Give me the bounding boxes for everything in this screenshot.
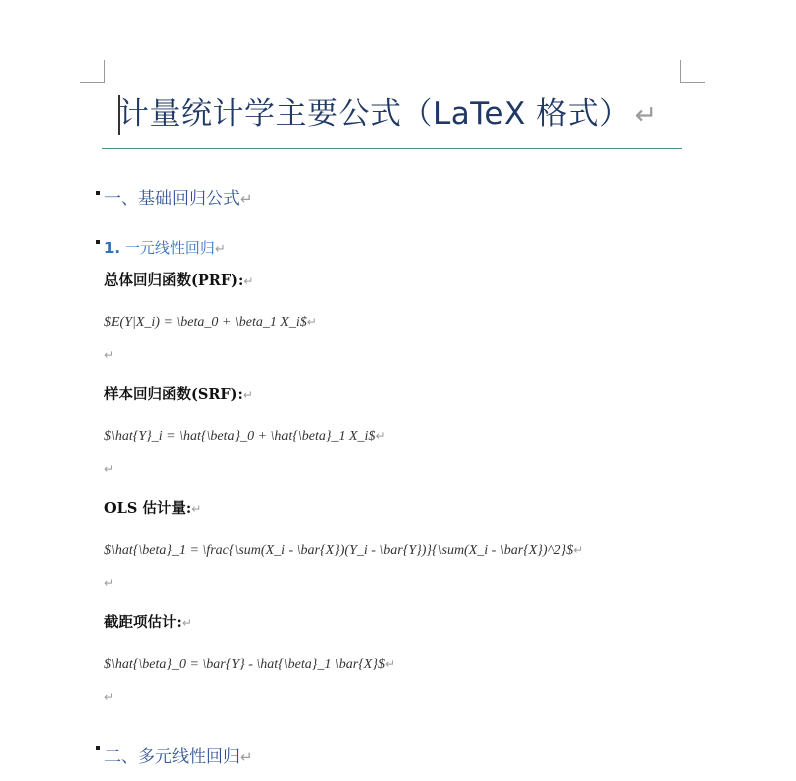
empty-paragraph[interactable]: ↵ [104, 690, 115, 704]
formula-label-prf[interactable] [104, 271, 253, 291]
paragraph-mark-icon: ↵ [306, 315, 317, 329]
paragraph-mark-icon: ↵ [240, 748, 253, 766]
paragraph-mark-icon: ↵ [243, 274, 254, 288]
formula-text: $\hat{\beta}_0 = \bar{Y} - \hat{\beta}_1 \bar{X}$ [104, 657, 385, 672]
formula-label-text: 截距项估计: [104, 614, 182, 631]
formula-text: $E(Y|X_i) = \beta_0 + \beta_1 X_i$ [104, 315, 307, 330]
paragraph-mark-icon: ↵ [214, 242, 226, 257]
formula-label-text: 样本回归函数(SRF): [104, 386, 243, 403]
heading-list-marker [96, 191, 100, 195]
formula-label-ols[interactable] [104, 499, 201, 519]
formula-label-intercept[interactable] [104, 613, 192, 633]
top-right-margin-mark [680, 60, 705, 83]
empty-paragraph[interactable]: ↵ [104, 576, 115, 590]
section-heading-basic-regression[interactable] [104, 187, 253, 211]
formula-text: $\hat{Y}_i = \hat{\beta}_0 + \hat{\beta}_1 X_i$ [104, 429, 376, 444]
subsection-heading-simple-regression[interactable] [104, 237, 226, 261]
paragraph-mark-icon: ↵ [573, 543, 584, 557]
formula-srf[interactable] [104, 426, 386, 447]
top-left-margin-mark [80, 60, 105, 83]
paragraph-mark-icon: ↵ [240, 190, 253, 208]
subsection-number: 1. [104, 239, 121, 257]
section-heading-text: 二、多元线性回归 [104, 747, 240, 767]
paragraph-mark-icon: ↵ [242, 388, 253, 402]
paragraph-mark-icon: ↵ [634, 100, 658, 131]
paragraph-mark-icon: ↵ [384, 657, 396, 671]
formula-label-srf[interactable] [104, 385, 253, 405]
empty-paragraph[interactable]: ↵ [104, 462, 115, 476]
formula-intercept[interactable] [104, 654, 395, 675]
paragraph-mark-icon: ↵ [181, 616, 192, 630]
formula-text: $\hat{\beta}_1 = \frac{\sum(X_i - \bar{X})(Y_i - \bar{Y})}{\sum(X_i - \bar{X})^2}$ [104, 543, 574, 558]
heading-list-marker [96, 746, 100, 750]
formula-label-text: 总体回归函数(PRF): [104, 272, 244, 289]
document-title-text: 计量统计学主要公式（LaTeX 格式） [118, 96, 631, 132]
heading-list-marker [96, 240, 100, 244]
paragraph-mark-icon: ↵ [375, 429, 386, 443]
section-heading-text: 一、基础回归公式 [104, 189, 240, 209]
document-title[interactable] [118, 92, 658, 138]
paragraph-mark-icon: ↵ [191, 502, 202, 516]
formula-prf[interactable] [104, 312, 317, 333]
title-underline-rule [102, 148, 682, 149]
formula-ols[interactable] [104, 540, 583, 561]
empty-paragraph[interactable]: ↵ [104, 348, 115, 362]
section-heading-multiple-regression[interactable] [104, 745, 253, 769]
formula-label-text: OLS 估计量: [104, 500, 192, 517]
subsection-heading-text: 一元线性回归 [124, 239, 215, 257]
